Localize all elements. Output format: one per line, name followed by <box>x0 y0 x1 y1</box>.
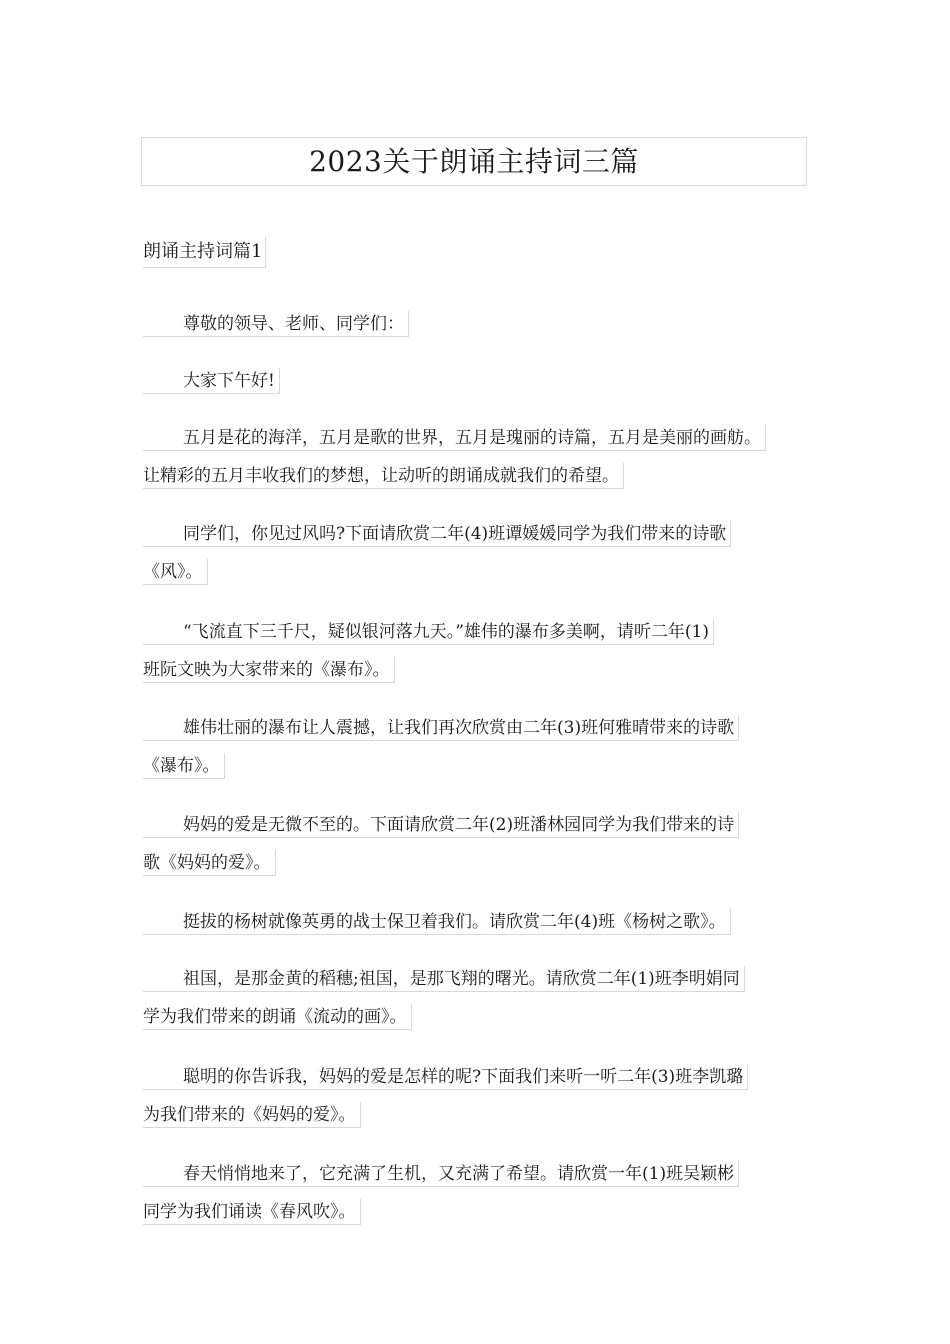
section-heading: 朗诵主持词篇1 <box>143 237 266 268</box>
paragraph-line: 学为我们带来的朗诵《流动的画》。 <box>143 1004 412 1030</box>
paragraph-line: 雄伟壮丽的瀑布让人震撼，让我们再次欣赏由二年(3)班何雅晴带来的诗歌 <box>143 715 739 741</box>
paragraph-line: 歌《妈妈的爱》。 <box>143 850 276 876</box>
paragraph-line: 同学们，你见过风吗?下面请欣赏二年(4)班谭媛媛同学为我们带来的诗歌 <box>143 521 731 547</box>
paragraph-line: 挺拔的杨树就像英勇的战士保卫着我们。请欣赏二年(4)班《杨树之歌》。 <box>143 909 731 935</box>
paragraph-line: 聪明的你告诉我，妈妈的爱是怎样的呢?下面我们来听一听二年(3)班李凯璐 <box>143 1064 748 1090</box>
paragraph-line: 让精彩的五月丰收我们的梦想，让动听的朗诵成就我们的希望。 <box>143 463 624 489</box>
paragraph-line: 为我们带来的《妈妈的爱》。 <box>143 1102 361 1128</box>
paragraph-line: 同学为我们诵读《春风吹》。 <box>143 1199 361 1225</box>
paragraph-line: 大家下午好! <box>143 368 280 394</box>
paragraph-line: 春天悄悄地来了，它充满了生机，又充满了希望。请欣赏一年(1)班吴颖彬 <box>143 1161 739 1187</box>
paragraph-line: 尊敬的领导、老师、同学们： <box>143 311 409 337</box>
paragraph-line: 五月是花的海洋，五月是歌的世界，五月是瑰丽的诗篇，五月是美丽的画舫。 <box>143 425 766 451</box>
paragraph-line: “飞流直下三千尺，疑似银河落九天。”雄伟的瀑布多美啊，请听二年(1) <box>143 619 714 645</box>
paragraph-line: 《风》。 <box>143 559 208 585</box>
paragraph-line: 祖国，是那金黄的稻穗;祖国，是那飞翔的曙光。请欣赏二年(1)班李明娟同 <box>143 966 745 992</box>
paragraph-line: 班阮文映为大家带来的《瀑布》。 <box>143 657 395 683</box>
document-title: 2023关于朗诵主持词三篇 <box>141 137 807 186</box>
paragraph-line: 妈妈的爱是无微不至的。下面请欣赏二年(2)班潘林园同学为我们带来的诗 <box>143 812 739 838</box>
paragraph-line: 《瀑布》。 <box>143 753 225 779</box>
